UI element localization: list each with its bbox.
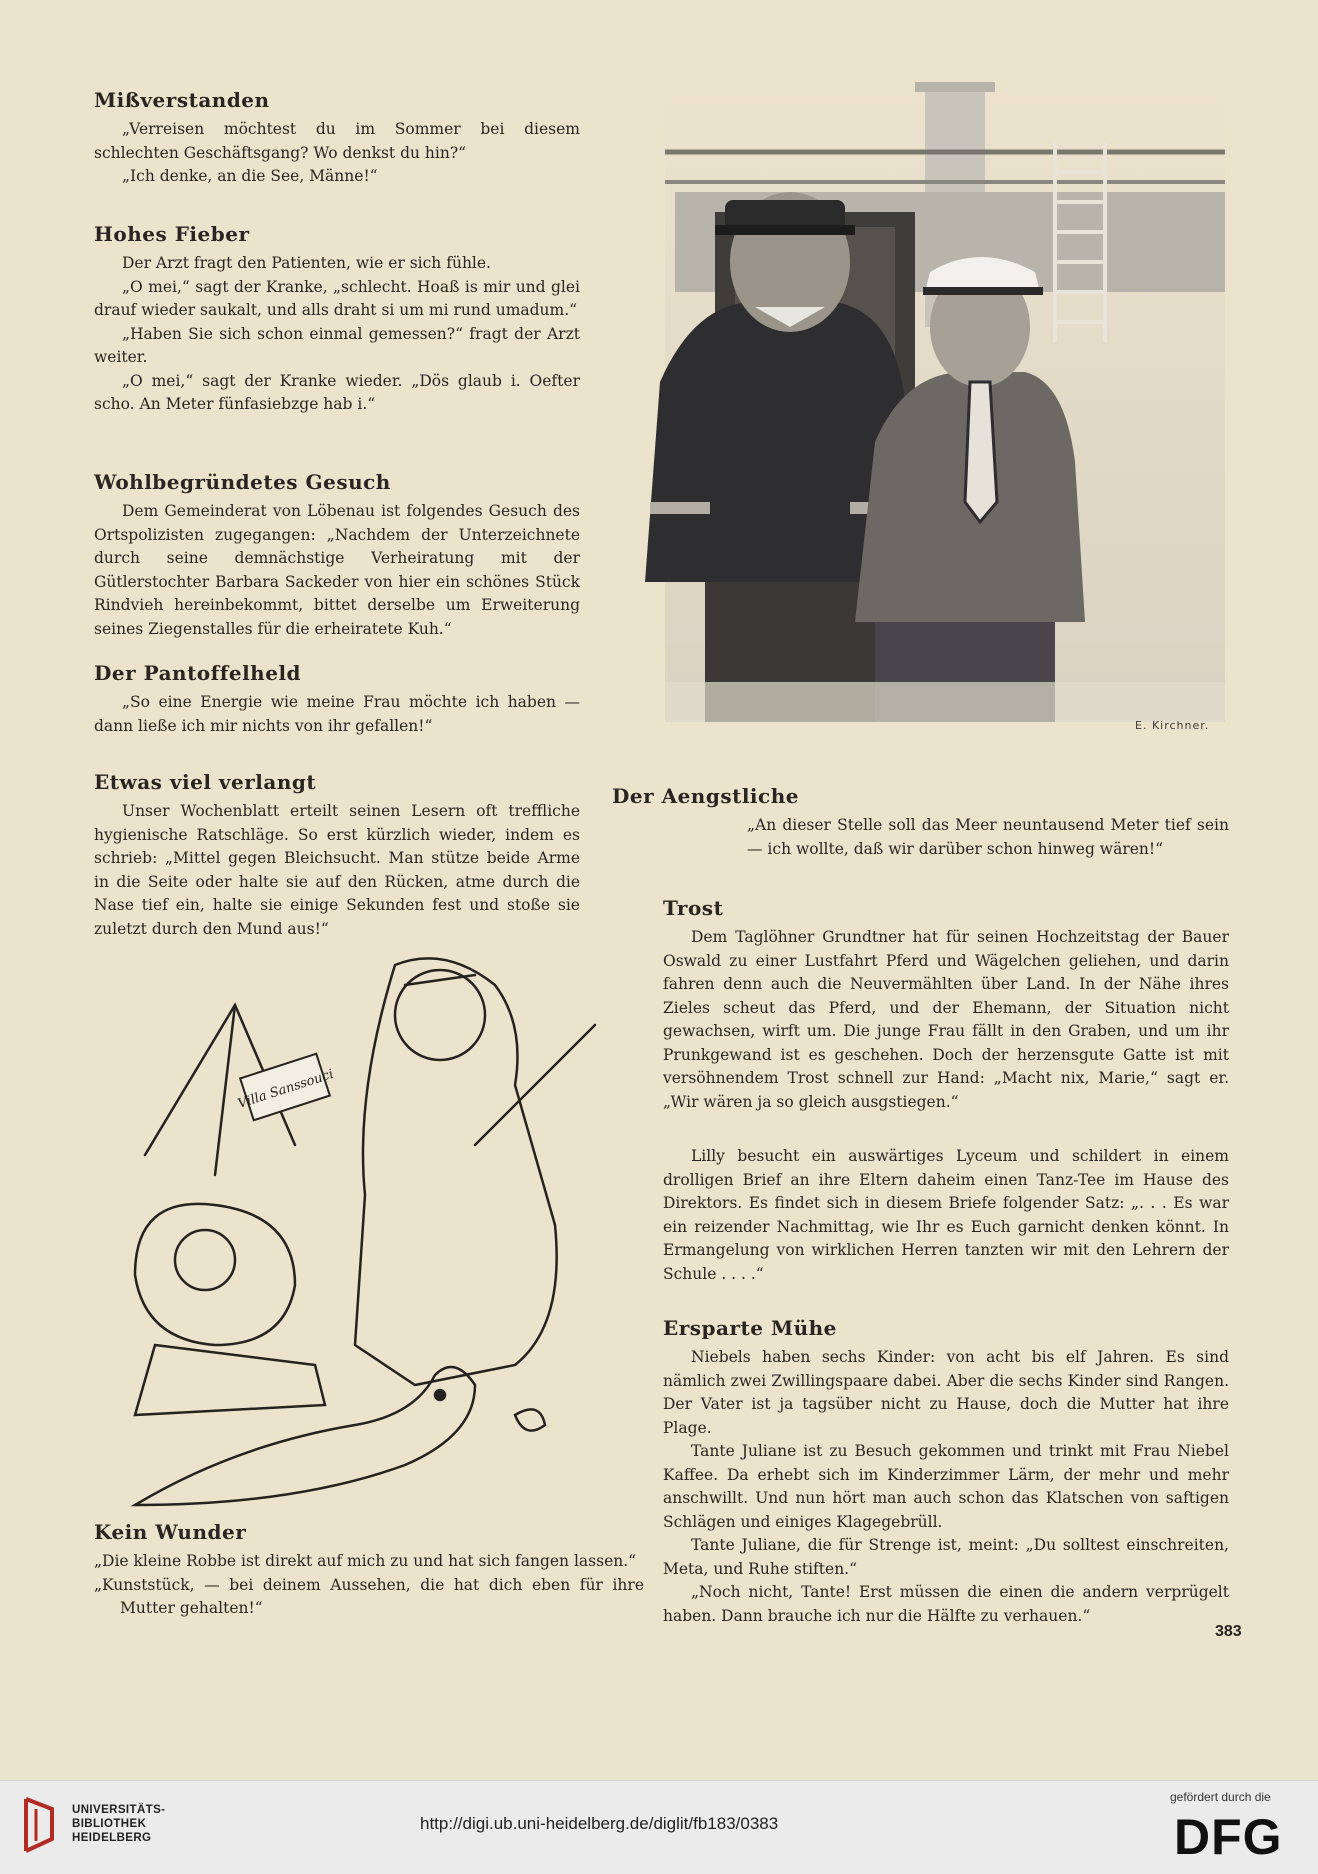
article-ersparte-muehe — [663, 1316, 1229, 1628]
article-title: Etwas viel verlangt — [94, 770, 317, 794]
library-name-line: UNIVERSITÄTS- — [72, 1804, 166, 1816]
article-title: Hohes Fieber — [94, 222, 250, 246]
tent-pole — [215, 1005, 235, 1175]
article-paragraph: „Haben Sie sich schon einmal gemessen?“ fragt der Arzt weiter. — [94, 324, 580, 366]
ship-illustration-drawing — [605, 82, 1225, 742]
article-paragraph: „An dieser Stelle soll das Meer neuntausend Meter tief sein — ich wollte, daß wir darüber schon hinweg wären!“ — [747, 816, 1229, 858]
article-paragraph: „O mei,“ sagt der Kranke, „schlecht. Hoaß is mir und glei drauf wieder saukalt, und alls draht si um mi rund umadum.“ — [94, 277, 580, 319]
library-name-line: BIBLIOTHEK — [72, 1818, 147, 1830]
small-figure-outline — [135, 1204, 295, 1345]
permalink-url[interactable]: http://digi.ub.uni-heidelberg.de/diglit/fb183/0383 — [420, 1814, 779, 1833]
seal-outline — [135, 1367, 475, 1505]
article-paragraph: Tante Juliane, die für Strenge ist, meint: „Du solltest einschreiten, Meta, und Ruhe stiften.“ — [663, 1536, 1229, 1578]
article-title: Ersparte Mühe — [663, 1316, 837, 1340]
article-paragraph: Niebels haben sechs Kinder: von acht bis elf Jahren. Es sind nämlich zwei Zwillingspaare dabei. Aber die sechs Kinder sind Rangen. Der Vater ist ja tagsüber nicht zu Hause, doch die Mutter hat ihre Plage. — [663, 1348, 1229, 1437]
article-paragraph: „Kunststück, — bei deinem Aussehen, die hat dich eben für ihre Mutter gehalten!“ — [94, 1575, 644, 1617]
article-paragraph: Dem Taglöhner Grundtner hat für seinen Hochzeitstag der Bauer Oswald zu einer Lustfahrt Pferd und Wägelchen geliehen, und darin fahren denn auch die Neuvermählten über Land. In der Nähe ihres Zieles scheut das Pferd, und der Ehemann, der Situation nicht gewachsen, wirft um. Die junge Frau fällt in den Graben, und um ihr Prunkgewand ist es geschehen. Doch der herzensgute Gatte ist mit versöhnendem Trost schnell zur Hand: „Macht nix, Marie,“ sagt er. „Wir wären ja so gleich ausgstiegen.“ — [663, 928, 1229, 1111]
article-paragraph: „O mei,“ sagt der Kranke wieder. „Dös glaub i. Oefter scho. An Meter fünfasiebzge hab i.“ — [94, 371, 580, 413]
article-aengstliche — [612, 784, 1229, 861]
article-title: Mißverstanden — [94, 88, 270, 112]
crescent — [515, 1409, 545, 1430]
villa-sign — [236, 1054, 335, 1121]
article-paragraph: Dem Gemeinderat von Löbenau ist folgendes Gesuch des Ortspolizisten zugegangen: „Nachdem der Unterzeichnete durch seine demnächstige Verheiratung mit der Gütlerstochter Barbara Sackeder von hier ein schönes Stück Rindvieh hereinbekommt, bittet derselbe um Erweiterung seines Ziegenstalles für die erheiratete Kuh.“ — [94, 502, 580, 638]
seal-cartoon-drawing — [95, 945, 640, 1515]
article-kein-wunder — [94, 1520, 644, 1621]
funding-label: gefördert durch die — [1170, 1790, 1271, 1804]
library-name[interactable] — [72, 1803, 165, 1845]
article-missverstanden — [94, 88, 580, 189]
library-name-line: HEIDELBERG — [72, 1832, 152, 1844]
dfg-logo[interactable]: DFG — [1174, 1809, 1283, 1865]
article-paragraph: „So eine Energie wie meine Frau möchte ich haben — dann ließe ich mir nichts von ihr gefallen!“ — [94, 693, 580, 735]
article-title: Wohlbegründetes Gesuch — [94, 470, 391, 494]
article-gesuch — [94, 470, 580, 641]
article-title: Der Aengstliche — [612, 784, 799, 808]
ship-illustration — [605, 82, 1225, 742]
article-paragraph: „Noch nicht, Tante! Erst müssen die einen die andern verprügelt haben. Dann brauche ich nur die Hälfte zu verhauen.“ — [663, 1583, 1229, 1625]
artist-signature: E. Kirchner. — [1135, 719, 1210, 732]
article-paragraph: Tante Juliane ist zu Besuch gekommen und trinkt mit Frau Niebel Kaffee. Da erhebt sich im Kinderzimmer Lärm, der mehr und mehr anschwillt. Und nun hört man auch schon das Klatschen von saftigen Schlägen und einiges Klagegebrüll. — [663, 1442, 1229, 1531]
article-paragraph: „Die kleine Robbe ist direkt auf mich zu und hat sich fangen lassen.“ — [94, 1552, 637, 1570]
article-paragraph: „Ich denke, an die See, Männe!“ — [122, 167, 378, 185]
article-etwas-viel-verlangt — [94, 770, 580, 941]
article-paragraph: Der Arzt fragt den Patienten, wie er sich fühle. — [122, 254, 491, 272]
funnel-top — [915, 82, 995, 92]
article-title: Der Pantoffelheld — [94, 661, 302, 685]
article-paragraph: „Verreisen möchtest du im Sommer bei diesem schlechten Geschäftsgang? Wo denkst du hin?“ — [94, 120, 580, 162]
large-figure-outline — [355, 958, 557, 1385]
bench — [135, 1345, 325, 1415]
walking-stick — [475, 1025, 595, 1145]
article-lilly — [663, 1145, 1229, 1286]
article-title: Kein Wunder — [94, 1520, 247, 1544]
seal-cartoon-illustration — [95, 945, 640, 1515]
viewer-footer — [0, 1780, 1318, 1874]
article-paragraph: Unser Wochenblatt erteilt seinen Lesern oft treffliche hygienische Ratschläge. So erst kürzlich wieder, indem es schrieb: „Mittel gegen Bleichsucht. Man stütze beide Arme in die Seite oder halte sie auf den Rücken, atme durch die Nase tief ein, halte sie einige Sekunden fest und stoße sie zuletzt durch den Mund aus!“ — [94, 802, 580, 938]
villa-sign-text: Villa Sanssouci — [236, 1066, 336, 1112]
article-paragraph: Lilly besucht ein auswärtiges Lyceum und schildert in einem drolligen Brief an ihre Eltern daheim einen Tanz-Tee im Hause des Direktors. Es findet sich in diesem Briefe folgender Satz: „. . . Es war ein reizender Nachmittag, wie Ihr es Euch garnicht denken könnt. In Ermangelung von wirklichen Herren tanzten wir mit den Lehrern der Schule . . . .“ — [663, 1147, 1229, 1283]
article-trost — [663, 896, 1229, 1114]
article-title: Trost — [663, 896, 724, 920]
article-pantoffelheld — [94, 661, 580, 738]
university-library-logo-icon[interactable] — [22, 1797, 62, 1853]
small-figure-head — [175, 1230, 235, 1290]
page-number: 383 — [1215, 1623, 1242, 1640]
article-hohes-fieber — [94, 222, 580, 417]
